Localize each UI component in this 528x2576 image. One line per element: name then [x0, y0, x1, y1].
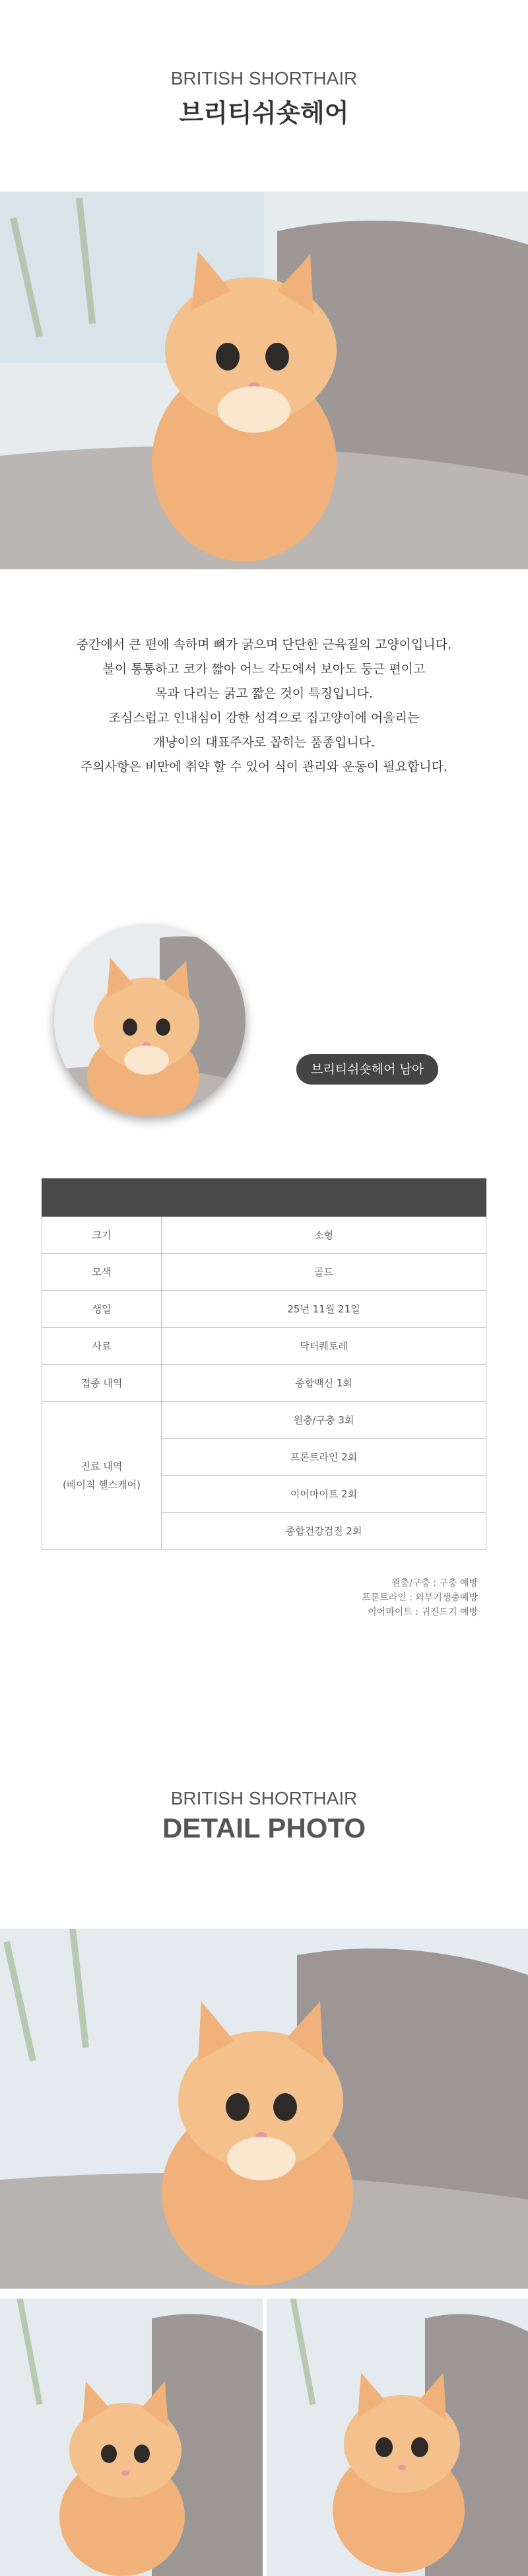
table-header-cell — [42, 1179, 162, 1217]
description-line: 중간에서 큰 편에 속하며 뼈가 굵으며 단단한 근육질의 고양이입니다. — [76, 637, 452, 652]
description-line: 볼이 통통하고 코가 짧아 어느 각도에서 보아도 둥근 편이고 — [102, 662, 426, 676]
row-label: 사료 — [42, 1328, 162, 1365]
care-item: 종합건강검진 2회 — [162, 1513, 486, 1550]
breed-korean-title: 브리티쉬숏헤어 — [179, 98, 349, 127]
breed-description — [0, 633, 528, 779]
table-row — [42, 1402, 486, 1439]
footnote-line: 프론트라인 : 외부기생충예방 — [362, 1592, 478, 1603]
row-value: 골드 — [162, 1254, 486, 1291]
care-item: 원충/구충 3회 — [162, 1402, 486, 1439]
kitten-profile-photo — [54, 925, 246, 1116]
detail-english-title: BRITISH SHORTHAIR — [170, 1788, 358, 1808]
row-label: 생일 — [42, 1291, 162, 1328]
row-label: 모색 — [42, 1254, 162, 1291]
table-row — [42, 1291, 486, 1328]
row-label: 접종 내역 — [42, 1365, 162, 1402]
table-row — [42, 1328, 486, 1365]
row-label: 크기 — [42, 1217, 162, 1254]
row-value: 25년 11월 21일 — [162, 1291, 486, 1328]
table-row — [42, 1217, 486, 1254]
care-item: 프론트라인 2회 — [162, 1439, 486, 1476]
breed-english-title: BRITISH SHORTHAIR — [170, 68, 358, 89]
description-line: 목과 다리는 굵고 짧은 것이 특징입니다. — [155, 686, 373, 701]
table-header-row — [42, 1179, 486, 1217]
care-label-line: 진료 내역 — [81, 1460, 123, 1472]
row-value: 종합백신 1회 — [162, 1365, 486, 1402]
description-line: 개냥이의 대표주자로 꼽히는 품종입니다. — [152, 735, 376, 750]
kitten-detail-photo-large — [0, 1929, 528, 2289]
table-header-cell — [162, 1179, 486, 1217]
care-history-label — [42, 1402, 162, 1550]
table-row — [42, 1365, 486, 1402]
row-value: 소형 — [162, 1217, 486, 1254]
care-item: 이어마이트 2회 — [162, 1476, 486, 1513]
kitten-detail-photo-left — [0, 2299, 263, 2576]
name-badge: 브리티쉬숏헤어 남아 — [296, 1054, 438, 1085]
footnote-line: 원충/구충 : 구충 예방 — [391, 1578, 478, 1589]
table-row — [42, 1254, 486, 1291]
info-table — [42, 1178, 486, 1550]
description-line: 주의사항은 비만에 취약 할 수 있어 식이 관리와 운동이 필요합니다. — [81, 760, 447, 774]
footnotes — [362, 1576, 478, 1620]
footnote-line: 이어마이트 : 귀진드기 예방 — [368, 1607, 478, 1618]
kitten-main-photo — [0, 192, 528, 569]
description-line: 조심스럽고 인내심이 강한 성격으로 집고양이에 어울리는 — [108, 711, 420, 725]
row-value: 닥터퀘토레 — [162, 1328, 486, 1365]
care-label-line: (베이직 헬스케어) — [63, 1478, 141, 1491]
detail-photo-title: DETAIL PHOTO — [162, 1812, 366, 1843]
kitten-detail-photo-right — [267, 2299, 528, 2576]
